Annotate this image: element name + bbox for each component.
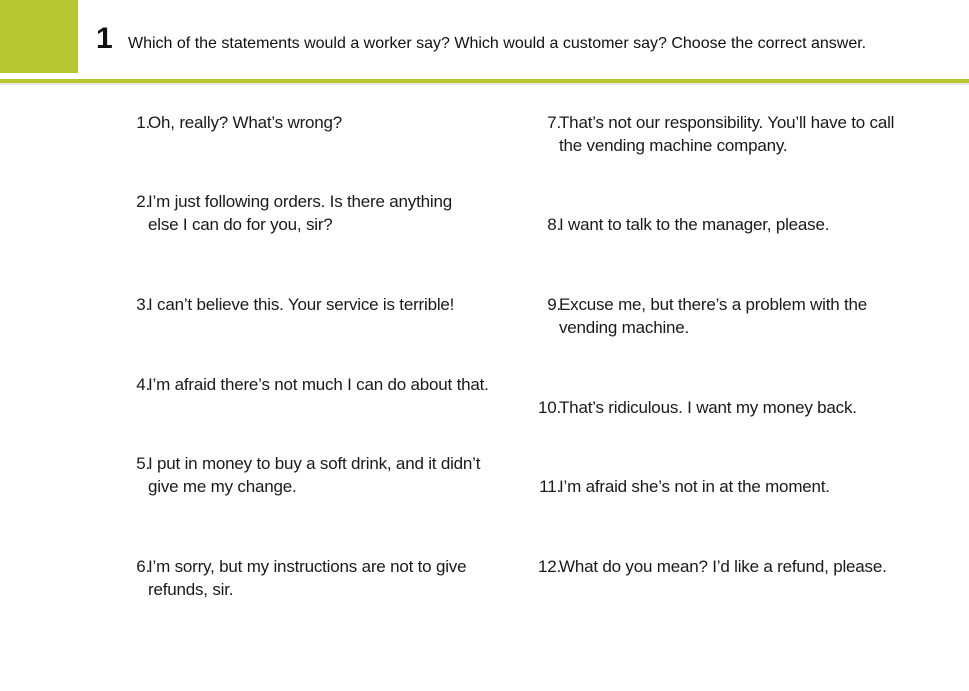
statement-item-5	[126, 452, 511, 498]
statement-text: What do you mean? I’d like a refund, please.	[559, 557, 887, 576]
statement-item-9	[537, 293, 907, 339]
statement-text: I want to talk to the manager, please.	[559, 215, 830, 234]
statement-number: 6.	[136, 557, 150, 576]
statement-number: 4.	[136, 375, 150, 394]
statement-text: That’s ridiculous. I want my money back.	[559, 398, 857, 417]
statement-number: 11.	[539, 477, 561, 496]
statement-number: 5.	[136, 454, 150, 473]
statement-item-10	[537, 396, 927, 419]
statement-number: 9.	[547, 295, 561, 314]
statement-text: Oh, really? What’s wrong?	[148, 113, 343, 132]
statement-number: 2.	[136, 192, 150, 211]
statement-item-4	[126, 373, 526, 396]
statement-text: That’s not our responsibility. You’ll have to call the vending machine company.	[559, 113, 895, 155]
statement-item-2	[126, 190, 486, 236]
statement-text: I’m afraid there’s not much I can do about that.	[148, 375, 489, 394]
statement-text: I’m afraid she’s not in at the moment.	[559, 477, 830, 496]
statement-item-6	[126, 555, 501, 601]
statement-number: 1.	[136, 113, 150, 132]
statement-text: I’m just following orders. Is there anything else I can do for you, sir?	[148, 192, 452, 234]
statement-number: 8.	[547, 215, 561, 234]
statement-number: 12.	[537, 557, 561, 576]
exercise-number: 1	[96, 22, 113, 55]
statement-item-3	[126, 293, 516, 316]
statement-text: I put in money to buy a soft drink, and it didn’t give me my change.	[148, 454, 481, 496]
statement-item-7	[537, 111, 902, 157]
statement-item-8	[537, 213, 927, 236]
statement-item-1	[126, 111, 516, 134]
statement-number: 10.	[537, 398, 561, 417]
header-accent-block	[0, 0, 78, 73]
statement-number: 7.	[547, 113, 561, 132]
statement-text: I can’t believe this. Your service is terrible!	[148, 295, 455, 314]
statement-text: Excuse me, but there’s a problem with the vending machine.	[559, 295, 868, 337]
statement-item-11	[537, 475, 927, 498]
statement-text: I’m sorry, but my instructions are not to give refunds, sir.	[148, 557, 467, 599]
header-divider-shadow	[0, 83, 969, 85]
statement-item-12	[537, 555, 957, 578]
exercise-instruction: Which of the statements would a worker say? Which would a customer say? Choose the correct answer.	[128, 35, 867, 52]
statement-number: 3.	[136, 295, 150, 314]
